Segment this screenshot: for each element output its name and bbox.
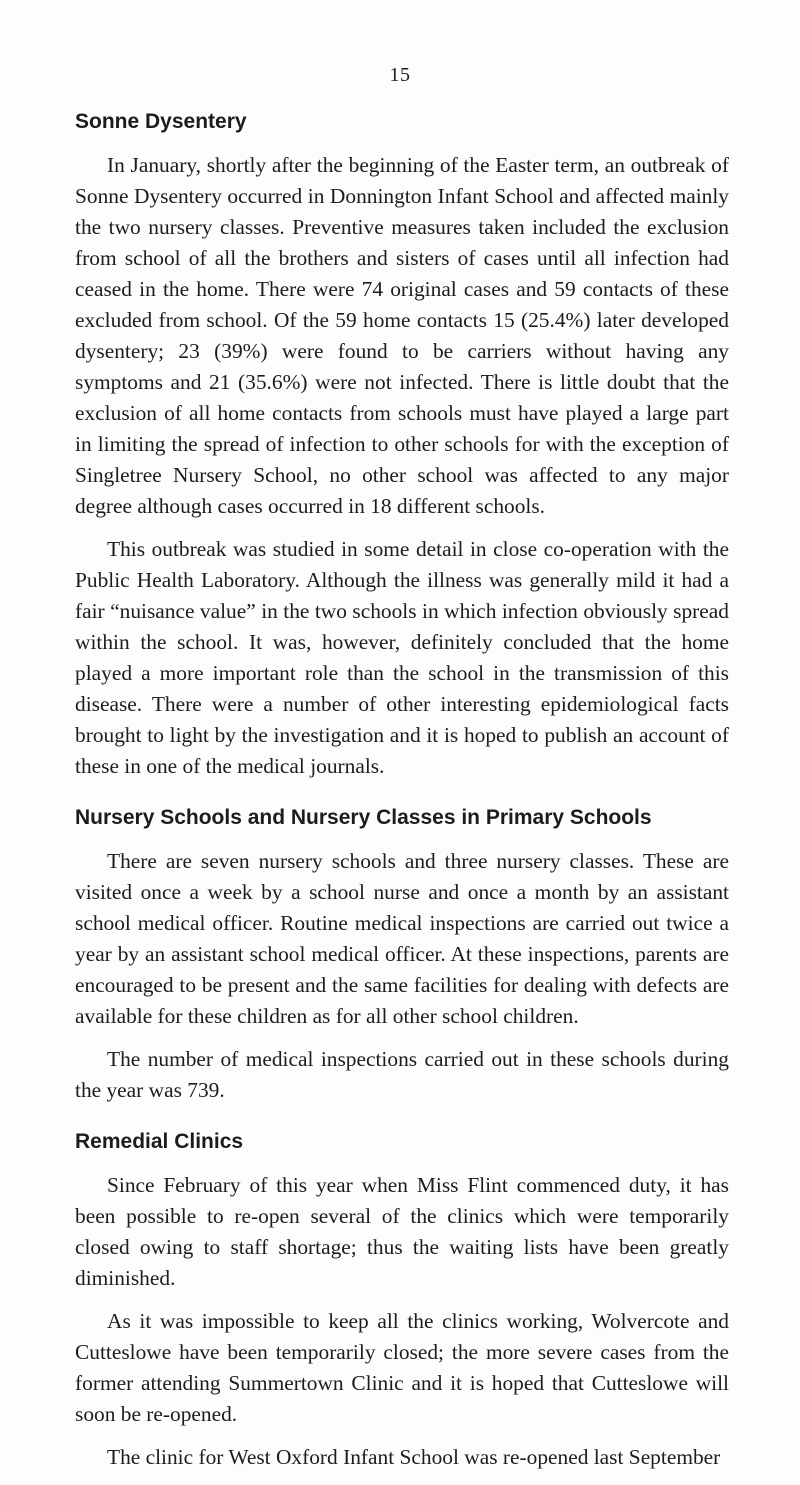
section-heading: Remedial Clinics <box>75 1130 244 1153</box>
section-heading: Sonne Dysentery <box>75 110 247 133</box>
paragraph: The clinic for West Oxford Infant School was re-opened last September <box>107 1445 721 1469</box>
paragraph: In January, shortly after the beginning of the Easter term, an outbreak of Sonne Dysentery occurred in Donnington Infant School and affected mainly the two nursery classes. Preventive measures taken included the exclusion from school of all the brothers and sisters of cases until all infection had ceased in the home. There were 74 original cases and 59 contacts of these excluded from school. Of the 59 home contacts 15 (25.4%) later developed dysentery; 23 (39%) were found to be carriers without having any symptoms and 21 (35.6%) were not infected. There is little doubt that the exclusion of all home contacts from schools must have played a large part in limiting the spread of infection to other schools for with the exception of Singletree Nursery School, no other school was affected to any major degree although cases occurred in 18 different schools. <box>75 153 729 518</box>
paragraph: Since February of this year when Miss Flint commenced duty, it has been possible to re-open several of the clinics which were temporarily closed owing to staff shortage; thus the waiting lists have been greatly diminished. <box>75 1173 729 1290</box>
section-remedial-clinics <box>75 1128 729 1473</box>
paragraph: As it was impossible to keep all the clinics working, Wolvercote and Cutteslowe have been temporarily closed; the more severe cases from the former attending Summertown Clinic and it is hoped that Cutteslowe will soon be re-opened. <box>75 1309 729 1426</box>
section-heading: Nursery Schools and Nursery Classes in Primary Schools <box>75 806 652 829</box>
document-body <box>75 108 729 1485</box>
section-nursery-schools <box>75 804 729 1106</box>
section-sonne-dysentery <box>75 108 729 782</box>
paragraph: The number of medical inspections carried out in these schools during the year was 739. <box>75 1047 729 1102</box>
paragraph: This outbreak was studied in some detail in close co-operation with the Public Health Laboratory. Although the illness was generally mild it had a fair “nuisance value” in the two schools in which infection obviously spread within the school. It was, however, definitely concluded that the home played a more important role than the school in the transmission of this disease. There were a number of other interesting epidemiological facts brought to light by the investigation and it is hoped to publish an account of these in one of the medical journals. <box>75 537 729 778</box>
paragraph: There are seven nursery schools and three nursery classes. These are visited once a week by a school nurse and once a month by an assistant school medical officer. Routine medical inspections are carried out twice a year by an assistant school medical officer. At these inspections, parents are encouraged to be present and the same facilities for dealing with defects are available for these children as for all other school children. <box>75 849 729 1028</box>
page-number: 15 <box>389 64 411 86</box>
